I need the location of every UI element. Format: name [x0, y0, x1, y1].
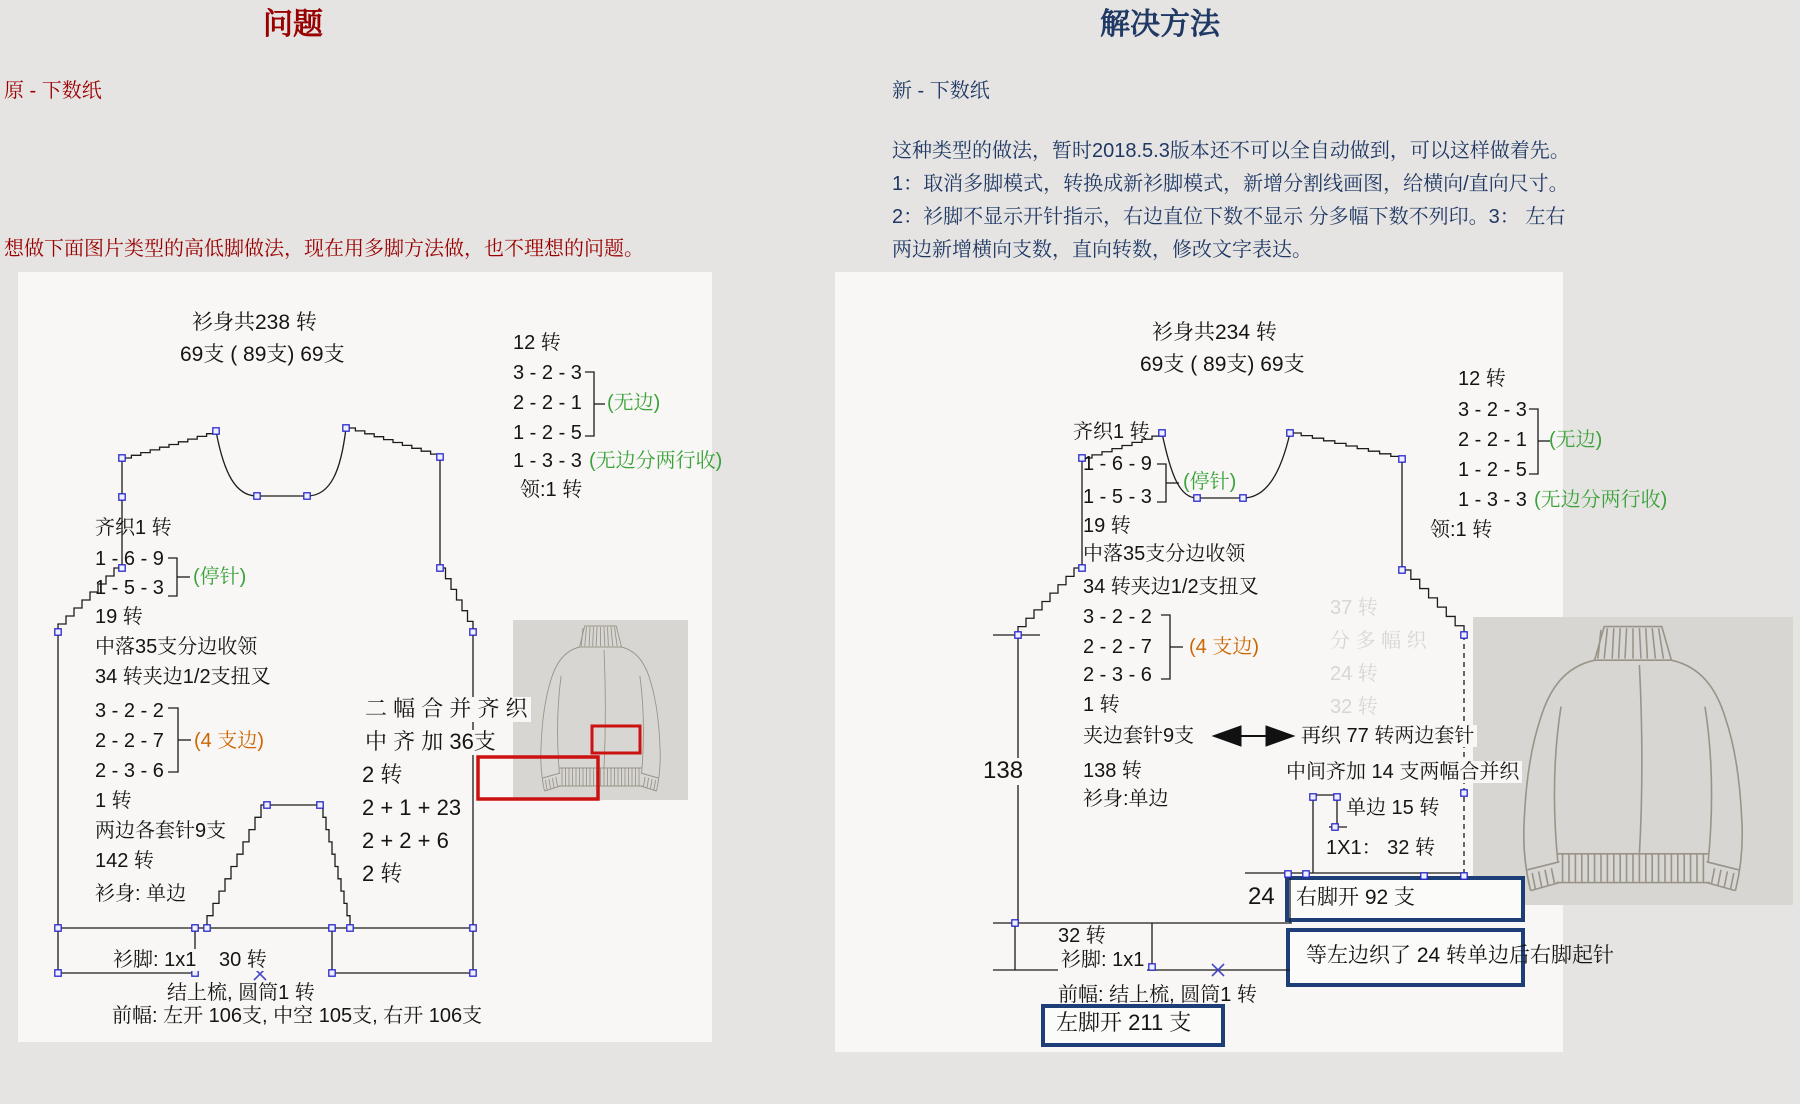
right-side-row: 夹边套针9支 [1083, 725, 1195, 747]
double-arrow-icon [1213, 726, 1294, 746]
outline-segment [320, 805, 350, 928]
outline-segment [1157, 464, 1166, 502]
vertex-handle-icon [213, 428, 219, 434]
right-front-panel-label: 前幅: 结上梳, 圆筒1 转 [1058, 984, 1257, 1006]
vertex-handle-icon [1303, 871, 1309, 877]
left-sweater-photo [513, 620, 688, 800]
vertex-handle-icon [1012, 920, 1018, 926]
left-side-row: 1 转 [95, 790, 132, 812]
left-center-row: 中 齐 加 36支 [362, 730, 499, 755]
outline-segment [1018, 568, 1082, 635]
right-side-row: 1 转 [1083, 694, 1120, 716]
left-comb-label: 结上梳, 圆筒1 转 [167, 982, 315, 1004]
vertex-handle-icon [1421, 873, 1427, 879]
vertex-handle-icon [1149, 964, 1155, 970]
right-paragraph-line: 两边新增横向支数，直向转数，修改文字表达。 [892, 239, 1312, 261]
right-hem-rib-label: 衫脚: 1x1 [1058, 949, 1147, 971]
ghost-row: 24 转 [1330, 663, 1378, 685]
left-side-row: 两边各套针9支 [95, 820, 227, 842]
left-hem-turns-label: 30 转 [216, 949, 270, 971]
right-foot-note-label: 等左边织了 24 转单边后右脚起针 [1306, 944, 1615, 967]
outline-segment [346, 428, 440, 457]
right-paragraph-line: 2：衫脚不显示开针指示，右边直位下数不显示 分多幅下数不列印。3： 左右 [892, 206, 1566, 228]
right-dim-24: 24 [1248, 883, 1275, 910]
left-neck-row: 12 转 [513, 332, 561, 354]
vertex-handle-icon [1461, 790, 1467, 796]
left-center-row: 2 + 2 + 6 [362, 828, 449, 853]
right-neck-note-split: (无边分两行收) [1534, 489, 1668, 511]
right-side-row: 3 - 2 - 2 [1083, 606, 1152, 628]
right-side-row: 138 转 [1083, 760, 1142, 782]
vertex-handle-icon [264, 802, 270, 808]
vertex-handle-icon [1287, 430, 1293, 436]
vertex-handle-icon [347, 925, 353, 931]
vertex-handle-icon [470, 629, 476, 635]
outline-segment [440, 568, 473, 632]
left-hem-rib-label: 衫脚: 1x1 [110, 949, 199, 971]
left-subtitle: 原 - 下数纸 [4, 80, 102, 102]
vertex-handle-icon [1015, 632, 1021, 638]
left-neck-row: 3 - 2 - 3 [513, 362, 582, 384]
right-foot-box-label: 右脚开 92 支 [1296, 886, 1416, 909]
right-neck-note-noedge: (无边) [1549, 429, 1603, 451]
left-side-row: 19 转 [95, 606, 143, 628]
outline-segment [216, 428, 346, 496]
left-side-row: 衫身: 单边 [95, 883, 187, 905]
vertex-handle-icon [119, 494, 125, 500]
vertex-handle-icon [1310, 794, 1316, 800]
right-neck-row: 2 - 2 - 1 [1458, 429, 1527, 451]
vertex-handle-icon [1332, 824, 1338, 830]
vertex-handle-icon [55, 925, 61, 931]
right-side-note-edge: (4 支边) [1189, 636, 1259, 658]
outline-segment [168, 708, 178, 772]
left-center-row: 2 + 1 + 23 [362, 795, 462, 820]
left-side-row: 3 - 2 - 2 [95, 700, 164, 722]
vertex-handle-icon [437, 454, 443, 460]
left-center-row: 2 转 [362, 861, 403, 886]
outline-segment [1402, 570, 1464, 635]
vertex-handle-icon [304, 493, 310, 499]
left-front-panel-label: 前幅: 左开 106支, 中空 105支, 右开 106支 [112, 1005, 483, 1027]
left-side-row: 2 - 2 - 7 [95, 730, 164, 752]
vertex-handle-icon [254, 493, 260, 499]
left-title: 问题 [263, 8, 323, 41]
right-side-row: 中落35支分边收领 [1083, 543, 1246, 565]
right-neck-row: 3 - 2 - 3 [1458, 399, 1527, 421]
vertex-handle-icon [1285, 871, 1291, 877]
right-dim-138: 138 [980, 758, 1026, 785]
vertex-handle-icon [1240, 495, 1246, 501]
vertex-handle-icon [1461, 632, 1467, 638]
left-foot-box-label: 左脚开 211 支 [1056, 1010, 1192, 1035]
right-side-row: 齐织1 转 [1073, 421, 1150, 443]
right-side-row: 衫身:单边 [1083, 788, 1169, 810]
ghost-row: 32 转 [1330, 696, 1378, 718]
outline-segment [1529, 409, 1538, 474]
right-header-line2: 69支 ( 89支) 69支 [1140, 353, 1305, 376]
vertex-handle-icon [1461, 873, 1467, 879]
left-side-row: 中落35支分边收领 [95, 636, 258, 658]
vertex-handle-icon [1399, 567, 1405, 573]
vertex-handle-icon [1159, 430, 1165, 436]
vertex-handle-icon [1079, 565, 1085, 571]
right-neck-row: 1 - 2 - 5 [1458, 459, 1527, 481]
left-center-row: 二 幅 合 并 齐 织 [362, 697, 531, 722]
right-paragraph-line: 1：取消多脚模式，转换成新衫脚模式，新增分割线画图，给横向/直向尺寸。 [892, 173, 1569, 195]
right-32-turns: 32 转 [1058, 925, 1106, 947]
vertex-handle-icon [55, 970, 61, 976]
right-neck-collar: 领:1 转 [1430, 519, 1493, 541]
vertex-handle-icon [329, 925, 335, 931]
vertex-handle-icon [119, 455, 125, 461]
right-mid-weave-note: 再织 77 转两边套针 [1298, 725, 1477, 747]
vertex-handle-icon [343, 425, 349, 431]
outline-segment [168, 558, 177, 596]
outline-segment [122, 431, 216, 458]
right-side-row: 2 - 3 - 6 [1083, 664, 1152, 686]
left-neck-collar: 领:1 转 [520, 479, 583, 501]
vertex-handle-icon [55, 629, 61, 635]
vertex-handle-icon [1194, 495, 1200, 501]
left-neck-row: 2 - 2 - 1 [513, 392, 582, 414]
outline-segment [1161, 615, 1170, 679]
vertex-handle-icon [1334, 794, 1340, 800]
left-side-row: 34 转夹边1/2支扭叉 [95, 666, 271, 688]
vertex-handle-icon [470, 925, 476, 931]
ghost-row: 37 转 [1330, 597, 1378, 619]
ghost-row: 分 多 幅 织 [1330, 630, 1427, 652]
right-side-row: 19 转 [1083, 515, 1131, 537]
left-side-row: 1 - 5 - 3 [95, 577, 164, 599]
right-side-note-stop: (停针) [1183, 471, 1237, 493]
right-side-row: 1 - 6 - 9 [1083, 453, 1152, 475]
outline-segment [585, 372, 594, 436]
right-side-row: 1 - 5 - 3 [1083, 486, 1152, 508]
left-side-row: 1 - 6 - 9 [95, 548, 164, 570]
left-neck-row: 1 - 3 - 3 [513, 450, 582, 472]
left-side-note-edge: (4 支边) [194, 730, 264, 752]
vertex-handle-icon [329, 970, 335, 976]
right-mid-merge-note: 中间齐加 14 支两幅合并织 [1283, 761, 1522, 783]
left-side-row: 齐织1 转 [95, 517, 172, 539]
vertex-handle-icon [192, 925, 198, 931]
right-header-line1: 衫身共234 转 [1152, 321, 1277, 344]
left-side-row: 2 - 3 - 6 [95, 760, 164, 782]
left-problem-note: 想做下面图片类型的高低脚做法，现在用多脚方法做，也不理想的问题。 [4, 238, 644, 260]
right-title: 解决方法 [1100, 8, 1220, 41]
left-side-note-stop: (停针) [193, 566, 247, 588]
left-header-line1: 衫身共238 转 [192, 311, 317, 334]
left-center-row: 2 转 [362, 762, 403, 787]
outline-segment [1290, 433, 1402, 459]
right-side-row: 34 转夹边1/2支扭叉 [1083, 576, 1259, 598]
vertex-handle-icon [437, 565, 443, 571]
left-header-line2: 69支 ( 89支) 69支 [180, 343, 345, 366]
right-subtitle: 新 - 下数纸 [892, 80, 990, 102]
left-side-row: 142 转 [95, 850, 154, 872]
left-neck-note-noedge: (无边) [607, 392, 661, 414]
vertex-handle-icon [470, 970, 476, 976]
right-mid-single-note: 单边 15 转 [1343, 797, 1442, 819]
left-neck-note-split: (无边分两行收) [589, 450, 723, 472]
left-neck-row: 1 - 2 - 5 [513, 422, 582, 444]
right-paragraph-line: 这种类型的做法，暂时2018.5.3版本还不可以全自动做到，可以这样做着先。 [892, 140, 1570, 162]
vertex-handle-icon [1399, 456, 1405, 462]
vertex-handle-icon [317, 802, 323, 808]
vertex-handle-icon [204, 925, 210, 931]
right-side-row: 2 - 2 - 7 [1083, 636, 1152, 658]
right-mid-rib-note: 1X1： 32 转 [1323, 837, 1438, 859]
right-neck-row: 1 - 3 - 3 [1458, 489, 1527, 511]
right-neck-row: 12 转 [1458, 368, 1506, 390]
